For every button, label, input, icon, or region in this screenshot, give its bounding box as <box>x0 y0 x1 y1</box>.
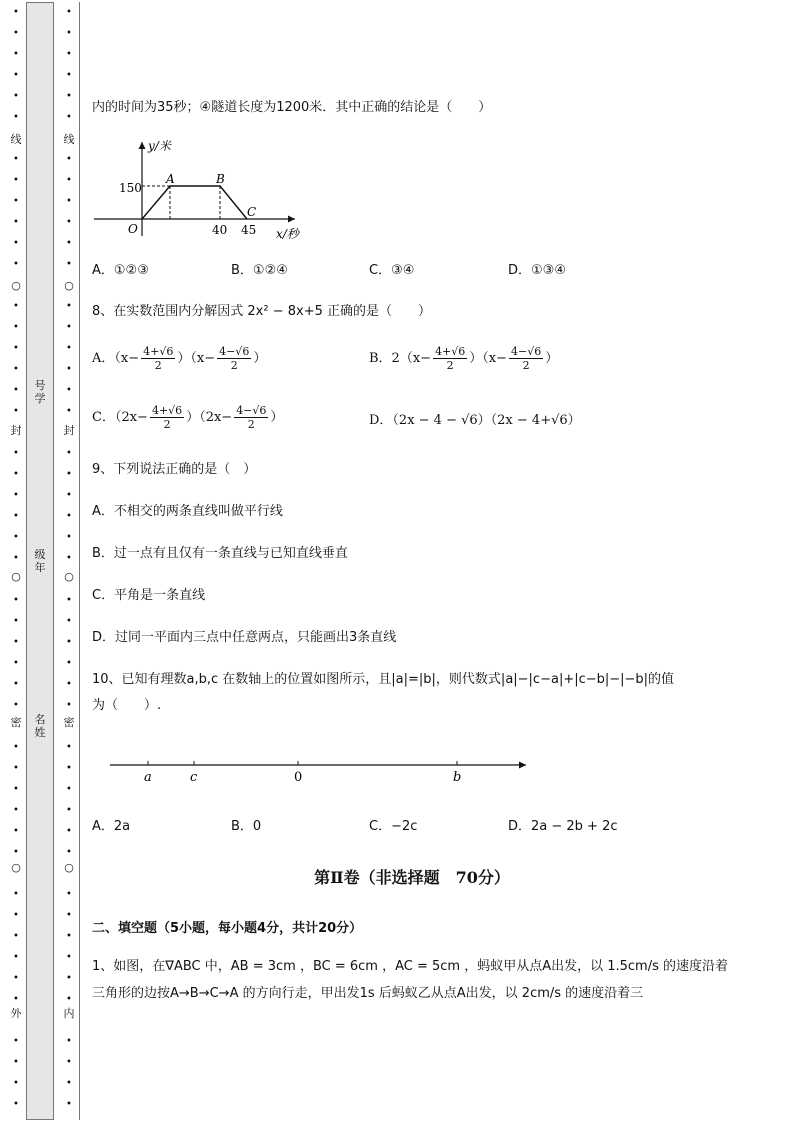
student-number-label: 号 学 <box>34 379 46 405</box>
left-margin-dot: • <box>13 532 19 543</box>
origin-label: O <box>128 222 138 236</box>
left-margin-dot: • <box>13 931 19 942</box>
q7-option-b[interactable]: B．①②④ <box>231 263 288 278</box>
right-margin-dot: • <box>66 763 72 774</box>
left-margin-dot: • <box>13 196 19 207</box>
q7-option-d[interactable]: D．①③④ <box>508 263 566 278</box>
right-margin-dot: • <box>66 553 72 564</box>
fill-in-section-title: 二、填空题（5小题，每小题4分，共计20分） <box>92 921 363 936</box>
left-margin-dot: • <box>13 511 19 522</box>
q9-option-d[interactable]: D．过同一平面内三点中任意两点，只能画出3条直线 <box>92 630 397 645</box>
q10-option-d[interactable]: D．2a − 2b + 2c <box>508 819 618 834</box>
right-margin-dot: • <box>66 1057 72 1068</box>
number-line <box>102 752 532 792</box>
question-10-line-1: 10、已知有理数a,b,c 在数轴上的位置如图所示，且|a|=|b|，则代数式|a|−|c−a|+|c−b|−|−b|的值 <box>92 672 675 687</box>
left-margin-dot: • <box>13 595 19 606</box>
q10-option-b[interactable]: B．0 <box>231 819 262 834</box>
name-label: 名 姓 <box>34 713 46 739</box>
right-margin-dot: • <box>66 889 72 900</box>
left-margin-dot: • <box>13 70 19 81</box>
left-margin-circle-mark: ○ <box>11 861 21 874</box>
number-line-c: c <box>190 770 198 785</box>
right-margin-seal-char: 线 <box>63 133 75 146</box>
right-margin-dot: • <box>66 196 72 207</box>
q7-option-c[interactable]: C．③④ <box>369 263 415 278</box>
x-tick-45: 45 <box>241 223 257 237</box>
right-margin-seal-char: 密 <box>63 716 75 729</box>
right-margin-dot: • <box>66 826 72 837</box>
left-margin-dot: • <box>13 1057 19 1068</box>
left-margin-dot: • <box>13 1036 19 1047</box>
right-margin-circle-mark: ○ <box>64 861 74 874</box>
right-margin-dot: • <box>66 1078 72 1089</box>
right-margin-dot: • <box>66 1036 72 1047</box>
left-margin-dot: • <box>13 1099 19 1110</box>
left-dot-column <box>9 0 23 1123</box>
question-7-tail: 内的时间为35秒；④隧道长度为1200米．其中正确的结论是（ ） <box>92 100 492 115</box>
left-margin-dot: • <box>13 259 19 270</box>
left-margin-seal-char: 封 <box>10 424 22 437</box>
fill-q1-line-2: 三角形的边按A→B→C→A 的方向行走，甲出发1s 后蚂蚁乙从点A出发，以 2cm/s 的速度沿着三 <box>92 986 644 1001</box>
left-margin-dot: • <box>13 889 19 900</box>
question-10-line-2: 为（ ）. <box>92 698 162 713</box>
fill-q1-line-1: 1、如图，在∇ABC 中，AB = 3cm ，BC = 6cm ，AC = 5cm ，蚂蚁甲从点A出发，以 1.5cm/s 的速度沿着 <box>92 959 728 974</box>
q9-option-b[interactable]: B．过一点有且仅有一条直线与已知直线垂直 <box>92 546 348 561</box>
q8-option-d[interactable]: D．（2x − 4 − √6）（2x − 4+√6） <box>369 413 581 428</box>
left-margin-dot: • <box>13 637 19 648</box>
left-margin-dot: • <box>13 805 19 816</box>
point-b-label: B <box>216 172 225 186</box>
q10-option-a[interactable]: A．2a <box>92 819 131 834</box>
left-margin-dot: • <box>13 364 19 375</box>
right-margin-dot: • <box>66 994 72 1005</box>
right-margin-dot: • <box>66 973 72 984</box>
right-margin-dot: • <box>66 322 72 333</box>
left-margin-dot: • <box>13 616 19 627</box>
left-margin-dot: • <box>13 112 19 123</box>
left-margin-dot: • <box>13 742 19 753</box>
right-dot-column <box>62 0 76 1123</box>
question-9-stem: 9、下列说法正确的是（ ） <box>92 462 257 477</box>
right-margin-dot: • <box>66 616 72 627</box>
question-8-stem: 8、在实数范围内分解因式 2x² − 8x+5 正确的是（ ） <box>92 304 431 319</box>
right-margin-dot: • <box>66 406 72 417</box>
left-margin-dot: • <box>13 553 19 564</box>
left-margin-dot: • <box>13 406 19 417</box>
right-margin-dot: • <box>66 847 72 858</box>
right-margin-dot: • <box>66 910 72 921</box>
right-margin-dot: • <box>66 259 72 270</box>
right-margin-dot: • <box>66 28 72 39</box>
left-margin-dot: • <box>13 700 19 711</box>
left-margin-dot: • <box>13 826 19 837</box>
right-margin-dot: • <box>66 784 72 795</box>
left-margin-dot: • <box>13 910 19 921</box>
left-margin-dot: • <box>13 490 19 501</box>
point-a-label: A <box>166 172 175 186</box>
x-tick-40: 40 <box>212 223 228 237</box>
right-margin-dot: • <box>66 49 72 60</box>
right-margin-seal-char: 内 <box>63 1007 75 1020</box>
right-margin-dot: • <box>66 343 72 354</box>
right-margin-dot: • <box>66 469 72 480</box>
left-margin-circle-mark: ○ <box>11 279 21 292</box>
left-margin-circle-mark: ○ <box>11 570 21 583</box>
left-margin-dot: • <box>13 217 19 228</box>
number-line-b: b <box>453 770 462 785</box>
right-margin-dot: • <box>66 448 72 459</box>
right-margin-dot: • <box>66 175 72 186</box>
right-margin-dot: • <box>66 532 72 543</box>
left-margin-dot: • <box>13 448 19 459</box>
left-margin-dot: • <box>13 994 19 1005</box>
q7-option-a[interactable]: A．①②③ <box>92 263 149 278</box>
left-margin-dot: • <box>13 175 19 186</box>
right-margin-dot: • <box>66 301 72 312</box>
right-margin-dot: • <box>66 742 72 753</box>
number-line-0: 0 <box>294 770 303 785</box>
right-margin-dot: • <box>66 511 72 522</box>
left-margin-dot: • <box>13 238 19 249</box>
right-margin-dot: • <box>66 595 72 606</box>
left-margin-dot: • <box>13 847 19 858</box>
right-margin-dot: • <box>66 7 72 18</box>
q8-option-c[interactable]: C．（2x− $\frac{4+√6}{2}$ ）（2x− $\frac{4-√6}{2}$ ） <box>92 404 284 431</box>
left-margin-seal-char: 线 <box>10 133 22 146</box>
y-axis-label: y/米 <box>148 139 171 153</box>
left-margin-dot: • <box>13 154 19 165</box>
left-margin-dot: • <box>13 658 19 669</box>
right-margin-circle-mark: ○ <box>64 279 74 292</box>
right-margin-dot: • <box>66 91 72 102</box>
right-margin-dot: • <box>66 805 72 816</box>
left-margin-dot: • <box>13 952 19 963</box>
left-margin-dot: • <box>13 973 19 984</box>
q9-option-a[interactable]: A．不相交的两条直线叫做平行线 <box>92 504 283 519</box>
student-info-strip <box>26 2 54 1120</box>
left-margin-dot: • <box>13 322 19 333</box>
left-margin-dot: • <box>13 343 19 354</box>
left-margin-dot: • <box>13 49 19 60</box>
point-c-label: C <box>247 205 257 219</box>
right-margin-dot: • <box>66 1099 72 1110</box>
distance-time-graph <box>92 136 312 246</box>
left-margin-dot: • <box>13 784 19 795</box>
right-margin-dot: • <box>66 154 72 165</box>
left-margin-seal-char: 外 <box>10 1007 22 1020</box>
right-margin-dot: • <box>66 931 72 942</box>
q9-option-c[interactable]: C．平角是一条直线 <box>92 588 206 603</box>
left-margin-dot: • <box>13 28 19 39</box>
right-margin-dot: • <box>66 952 72 963</box>
right-margin-dot: • <box>66 679 72 690</box>
q10-option-c[interactable]: C．−2c <box>369 819 418 834</box>
graph-line <box>142 186 247 219</box>
right-margin-dot: • <box>66 637 72 648</box>
right-margin-dot: • <box>66 364 72 375</box>
q8-option-b[interactable]: B．2（x− $\frac{4+√6}{2}$ ）（x− $\frac{4-√6}{2}$ ） <box>369 345 559 372</box>
left-margin-dot: • <box>13 679 19 690</box>
right-margin-dot: • <box>66 70 72 81</box>
left-margin-dot: • <box>13 763 19 774</box>
y-tick-150: 150 <box>119 181 142 195</box>
right-margin-dot: • <box>66 112 72 123</box>
x-axis-label: x/秒 <box>276 227 299 241</box>
right-margin-dot: • <box>66 385 72 396</box>
left-margin-dot: • <box>13 469 19 480</box>
left-margin-seal-char: 密 <box>10 716 22 729</box>
right-margin-dot: • <box>66 490 72 501</box>
left-margin-dot: • <box>13 301 19 312</box>
number-line-a: a <box>144 770 152 785</box>
left-margin-dot: • <box>13 7 19 18</box>
left-margin-dot: • <box>13 385 19 396</box>
left-margin-dot: • <box>13 91 19 102</box>
margin-border-line <box>79 2 80 1120</box>
right-margin-circle-mark: ○ <box>64 570 74 583</box>
right-margin-dot: • <box>66 238 72 249</box>
right-margin-dot: • <box>66 658 72 669</box>
right-margin-dot: • <box>66 700 72 711</box>
left-margin-dot: • <box>13 1078 19 1089</box>
part-2-title: 第Ⅱ卷（非选择题 70分） <box>314 868 510 887</box>
q8-option-a[interactable]: A．（x− $\frac{4+√6}{2}$ ）（x− $\frac{4-√6}{2}$ ） <box>92 345 267 372</box>
grade-label: 级 年 <box>34 548 46 574</box>
right-margin-dot: • <box>66 217 72 228</box>
right-margin-seal-char: 封 <box>63 424 75 437</box>
